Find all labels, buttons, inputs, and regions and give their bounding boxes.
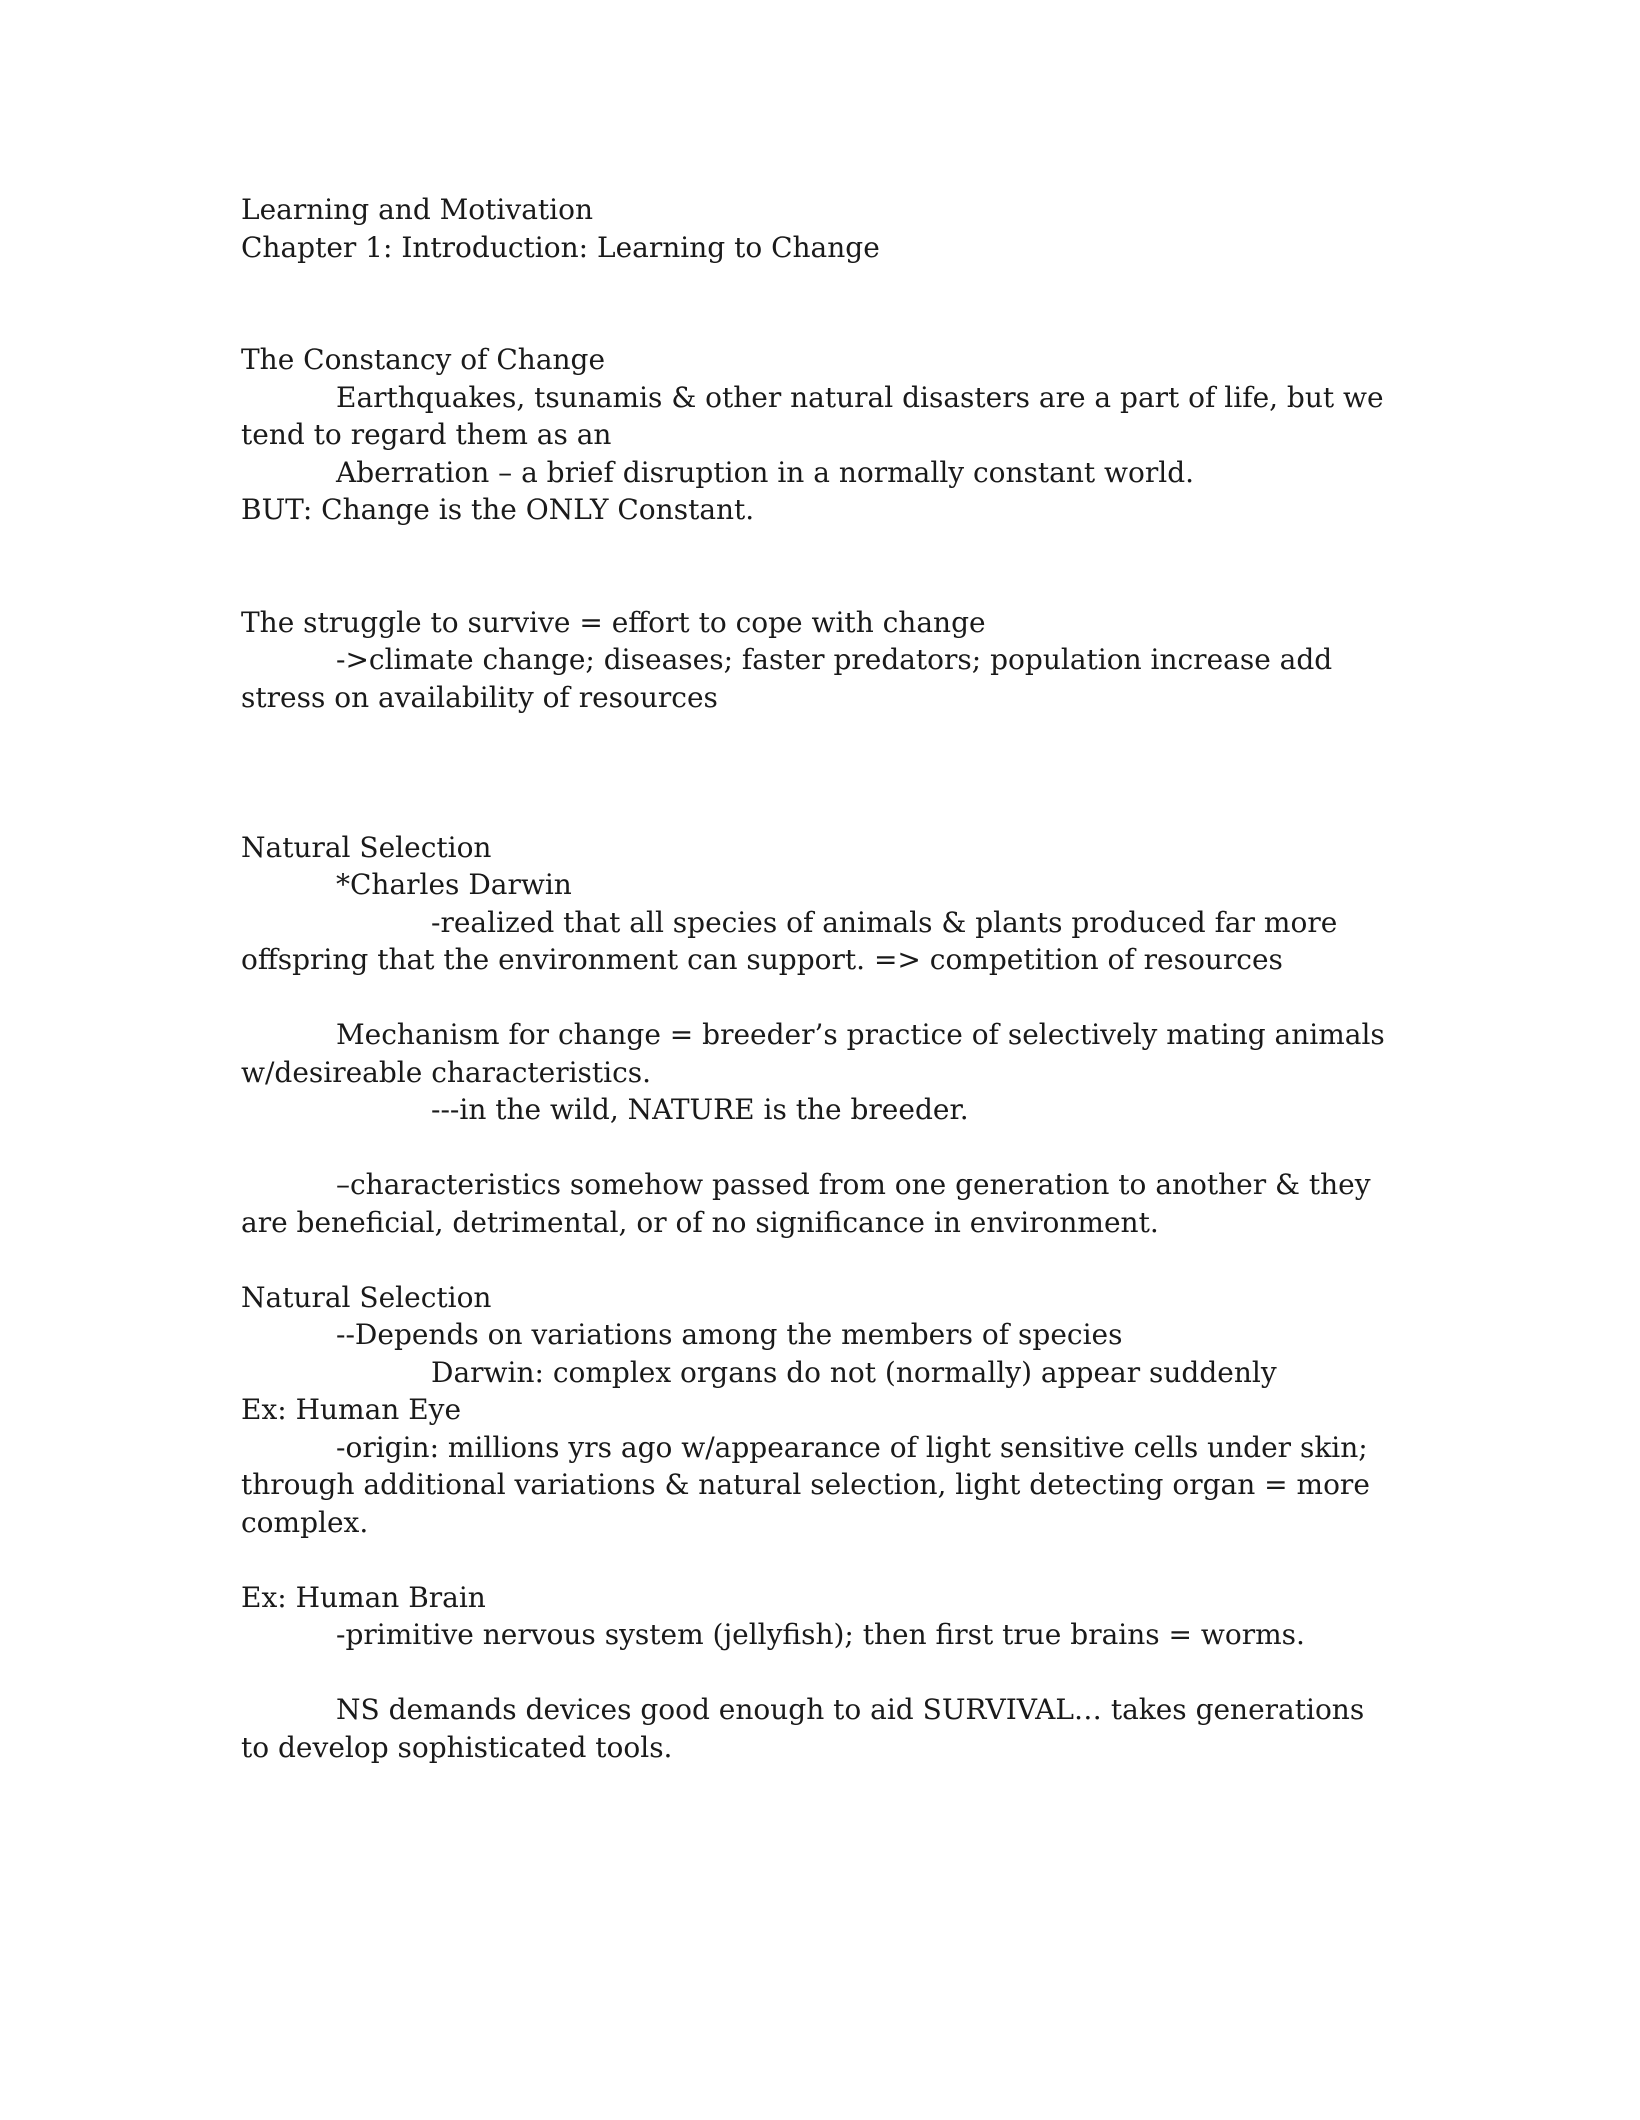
- paragraph-realized: -realized that all species of animals & plants produced far more offspring that the environment can support. => competition of resources: [241, 905, 1338, 976]
- paragraph-depends: --Depends on variations among the members of species: [336, 1318, 1123, 1351]
- section-heading-struggle: The struggle to survive = effort to cope with change: [241, 605, 986, 639]
- paragraph-mechanism: Mechanism for change = breeder’s practice of selectively mating animals w/desireable characteristics.: [241, 1018, 1385, 1089]
- spacer: [241, 266, 1401, 341]
- spacer: [241, 1541, 1401, 1579]
- paragraph-charles-darwin: *Charles Darwin: [336, 868, 572, 901]
- paragraph-aberration: Aberration – a brief disruption in a normally constant world.: [336, 455, 1195, 489]
- paragraph-darwin-organs: Darwin: complex organs do not (normally) appear suddenly: [431, 1355, 1277, 1389]
- spacer: [241, 1654, 1401, 1692]
- paragraph-brain: -primitive nervous system (jellyfish); then first true brains = worms.: [336, 1618, 1305, 1651]
- spacer: [241, 716, 1401, 829]
- section-heading-constancy: The Constancy of Change: [241, 343, 606, 376]
- paragraph-earthquakes: Earthquakes, tsunamis & other natural disasters are a part of life, but we tend to regard them as an: [241, 380, 1384, 451]
- paragraph-ns-demands: NS demands devices good enough to aid SURVIVAL… takes generations to develop sophisticated tools.: [241, 1693, 1365, 1764]
- example-heading-human-brain: Ex: Human Brain: [241, 1580, 486, 1614]
- document-body: [241, 191, 1401, 1766]
- section-heading-natural-selection-2: Natural Selection: [241, 1280, 492, 1314]
- spacer: [241, 979, 1401, 1017]
- chapter-title: Chapter 1: Introduction: Learning to Change: [241, 230, 880, 264]
- spacer: [241, 1129, 1401, 1167]
- paragraph-characteristics: –characteristics somehow passed from one generation to another & they are beneficial, detrimental, or of no significance in environment.: [241, 1168, 1371, 1239]
- paragraph-nature-breeder: ---in the wild, NATURE is the breeder.: [431, 1093, 969, 1126]
- spacer: [241, 1241, 1401, 1279]
- paragraph-only-constant: BUT: Change is the ONLY Constant.: [241, 493, 755, 526]
- example-heading-human-eye: Ex: Human Eye: [241, 1393, 462, 1426]
- section-heading-natural-selection: Natural Selection: [241, 830, 492, 864]
- spacer: [241, 529, 1401, 604]
- paragraph-eye-origin: -origin: millions yrs ago w/appearance of light sensitive cells under skin; through additional variations & natural selection, light detecting organ = more complex.: [241, 1430, 1370, 1539]
- course-title: Learning and Motivation: [241, 193, 593, 226]
- paragraph-climate-change: ->climate change; diseases; faster predators; population increase add stress on availability of resources: [241, 643, 1333, 714]
